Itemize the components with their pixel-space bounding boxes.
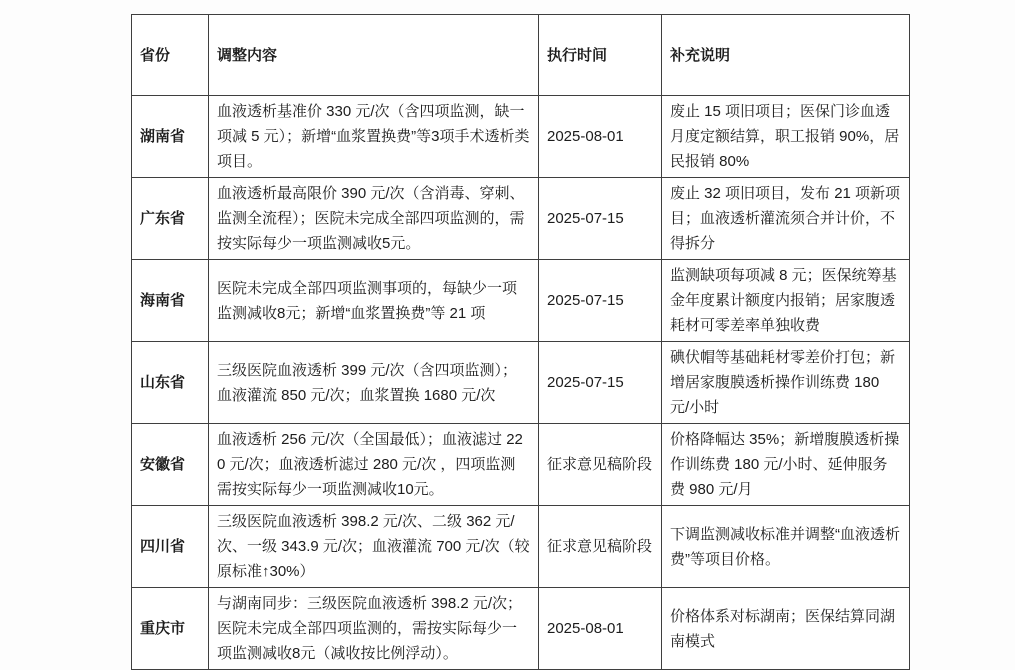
province-cell: 湖南省 [132,96,209,178]
province-cell: 山东省 [132,342,209,424]
header-content: 调整内容 [209,15,539,96]
province-cell: 海南省 [132,260,209,342]
table-row [132,96,910,178]
province-cell: 四川省 [132,506,209,588]
adjustment-content-cell: 血液透析基准价 330 元/次（含四项监测，缺一项减 5 元）；新增“血浆置换费”等3项手术透析类项目。 [209,96,539,178]
execution-time-cell: 征求意见稿阶段 [539,506,662,588]
supplementary-notes-cell: 废止 15 项旧项目；医保门诊血透月度定额结算，职工报销 90%，居民报销 80% [662,96,910,178]
adjustment-content-cell: 三级医院血液透析 398.2 元/次、二级 362 元/次、一级 343.9 元/次；血液灌流 700 元/次（较原标准↑30%） [209,506,539,588]
execution-time-cell: 2025-07-15 [539,178,662,260]
header-row [132,15,910,96]
adjustment-content-cell: 血液透析 256 元/次（全国最低）；血液滤过 220 元/次；血液透析滤过 280 元/次 ，四项监测需按实际每少一项监测减收10元。 [209,424,539,506]
execution-time-cell: 征求意见稿阶段 [539,424,662,506]
table-row [132,260,910,342]
supplementary-notes-cell: 废止 32 项旧项目，发布 21 项新项目；血液透析灌流须合并计价，不得拆分 [662,178,910,260]
pricing-table-container [131,14,910,670]
dialysis-pricing-table [131,14,910,670]
table-row [132,506,910,588]
supplementary-notes-cell: 监测缺项每项减 8 元；医保统筹基金年度累计额度内报销；居家腹透耗材可零差率单独收费 [662,260,910,342]
execution-time-cell: 2025-07-15 [539,260,662,342]
execution-time-cell: 2025-08-01 [539,588,662,670]
adjustment-content-cell: 血液透析最高限价 390 元/次（含消毒、穿刺、监测全流程）；医院未完成全部四项监测的，需按实际每少一项监测减收5元。 [209,178,539,260]
table-row [132,178,910,260]
execution-time-cell: 2025-08-01 [539,96,662,178]
table-row [132,588,910,670]
province-cell: 重庆市 [132,588,209,670]
execution-time-cell: 2025-07-15 [539,342,662,424]
header-province: 省份 [132,15,209,96]
supplementary-notes-cell: 价格体系对标湖南；医保结算同湖南模式 [662,588,910,670]
adjustment-content-cell: 与湖南同步：三级医院血液透析 398.2 元/次；医院未完成全部四项监测的，需按实际每少一项监测减收8元（减收按比例浮动）。 [209,588,539,670]
table-row [132,342,910,424]
table-row [132,424,910,506]
adjustment-content-cell: 三级医院血液透析 399 元/次（含四项监测）；血液灌流 850 元/次；血浆置换 1680 元/次 [209,342,539,424]
adjustment-content-cell: 医院未完成全部四项监测事项的，每缺少一项监测减收8元；新增“血浆置换费”等 21 项 [209,260,539,342]
supplementary-notes-cell: 下调监测减收标准并调整“血液透析费”等项目价格。 [662,506,910,588]
province-cell: 安徽省 [132,424,209,506]
header-notes: 补充说明 [662,15,910,96]
province-cell: 广东省 [132,178,209,260]
table-body [132,96,910,670]
supplementary-notes-cell: 价格降幅达 35%；新增腹膜透析操作训练费 180 元/小时、延伸服务费 980 元/月 [662,424,910,506]
header-time: 执行时间 [539,15,662,96]
supplementary-notes-cell: 碘伏帽等基础耗材零差价打包；新增居家腹膜透析操作训练费 180 元/小时 [662,342,910,424]
